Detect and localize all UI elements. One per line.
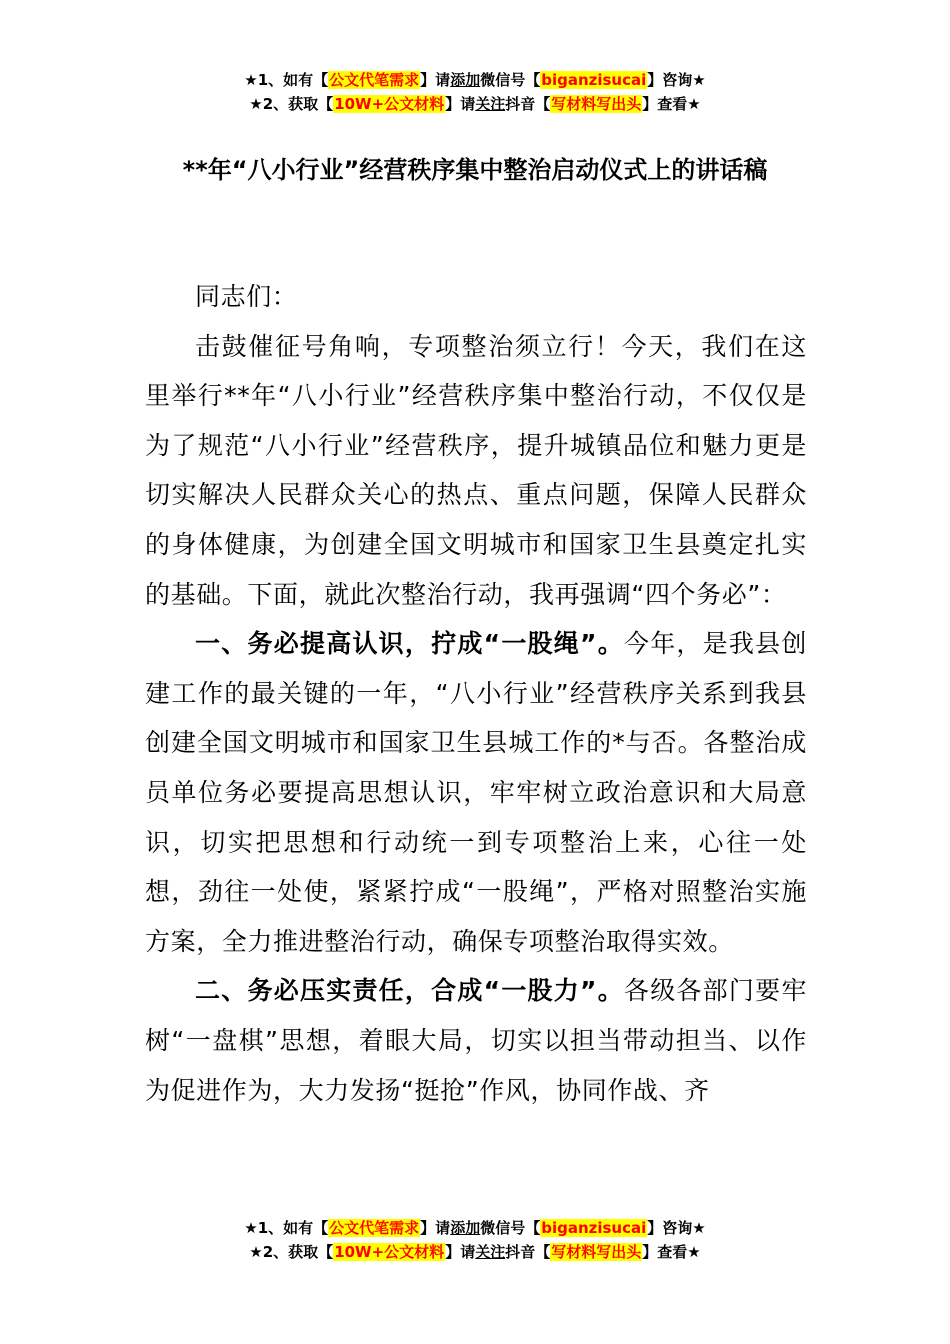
banner-text: 】查看★ [642, 1243, 701, 1261]
banner-text: 抖音【 [505, 95, 551, 113]
banner-underlined-text: 关注 [475, 1243, 506, 1261]
header-banner [0, 68, 950, 116]
footer-banner-line-2 [0, 1240, 950, 1264]
highlight-douyin-account: 写材料写出头 [551, 95, 642, 113]
banner-text: 】咨询★ [647, 1219, 706, 1237]
banner-text: 】请 [420, 1219, 451, 1237]
banner-text: 】请 [420, 71, 451, 89]
intro-paragraph: 击鼓催征号角响，专项整治须立行！今天，我们在这里举行**年“八小行业”经营秩序集中整治行动，不仅仅是为了规范“八小行业”经营秩序，提升城镇品位和魅力更是切实解决人民群众关心的热点、重点问题，保障人民群众的身体健康，为创建全国文明城市和国家卫生县奠定扎实的基础。下面，就此次整治行动，我再强调“四个务必”： [145, 331, 807, 609]
banner-underlined-text: 添加 [450, 71, 481, 89]
footer-banner-line-1 [0, 1216, 950, 1240]
highlight-wechat-id: biganzisucai [541, 71, 647, 89]
banner-text: 】咨询★ [647, 71, 706, 89]
banner-text: 微信号【 [480, 1219, 541, 1237]
highlight-ghostwriting: 公文代笔需求 [329, 1219, 420, 1237]
banner-underlined-text: 添加 [450, 1219, 481, 1237]
document-title: **年“八小行业”经营秩序集中整治启动仪式上的讲话稿 [182, 156, 768, 184]
footer-banner [0, 1216, 950, 1264]
document-body [145, 272, 807, 1115]
header-banner-line-2 [0, 92, 950, 116]
banner-text: 抖音【 [505, 1243, 551, 1261]
highlight-wechat-id: biganzisucai [541, 1219, 647, 1237]
banner-text: ★2、获取【 [249, 95, 334, 113]
section-1-text: 今年，是我县创建工作的最关键的一年，“八小行业”经营秩序关系到我县创建全国文明城市和国家卫生县城工作的*与否。各整治成员单位务必要提高思想认识，牢牢树立政治意识和大局意识，切实把思想和行动统一到专项整治上来，心往一处想，劲往一处使，紧紧拧成“一股绳”，严格对照整治实施方案，全力推进整治行动，确保专项整治取得实效。 [145, 629, 807, 956]
banner-text: ★1、如有【 [244, 1219, 329, 1237]
section-1-heading: 一、务必提高认识，拧成“一股绳”。 [195, 629, 624, 659]
section-2-heading: 二、务必压实责任，合成“一股力”。 [195, 976, 624, 1006]
highlight-ghostwriting: 公文代笔需求 [329, 71, 420, 89]
highlight-materials: 10W+公文材料 [334, 1243, 445, 1261]
section-2-paragraph [145, 966, 807, 1115]
highlight-douyin-account: 写材料写出头 [551, 1243, 642, 1261]
header-banner-line-1 [0, 68, 950, 92]
banner-text: ★2、获取【 [249, 1243, 334, 1261]
banner-text: 微信号【 [480, 71, 541, 89]
section-2-text: 各级各部门要牢树“一盘棋”思想，着眼大局，切实以担当带动担当、以作为促进作为，大力发扬“挺抢”作风，协同作战、齐 [145, 976, 807, 1105]
highlight-materials: 10W+公文材料 [334, 95, 445, 113]
banner-text: 】查看★ [642, 95, 701, 113]
banner-text: 】请 [445, 1243, 476, 1261]
greeting-paragraph: 同志们： [195, 282, 298, 311]
banner-text: 】请 [445, 95, 476, 113]
section-1-paragraph [145, 619, 807, 966]
banner-underlined-text: 关注 [475, 95, 506, 113]
banner-text: ★1、如有【 [244, 71, 329, 89]
